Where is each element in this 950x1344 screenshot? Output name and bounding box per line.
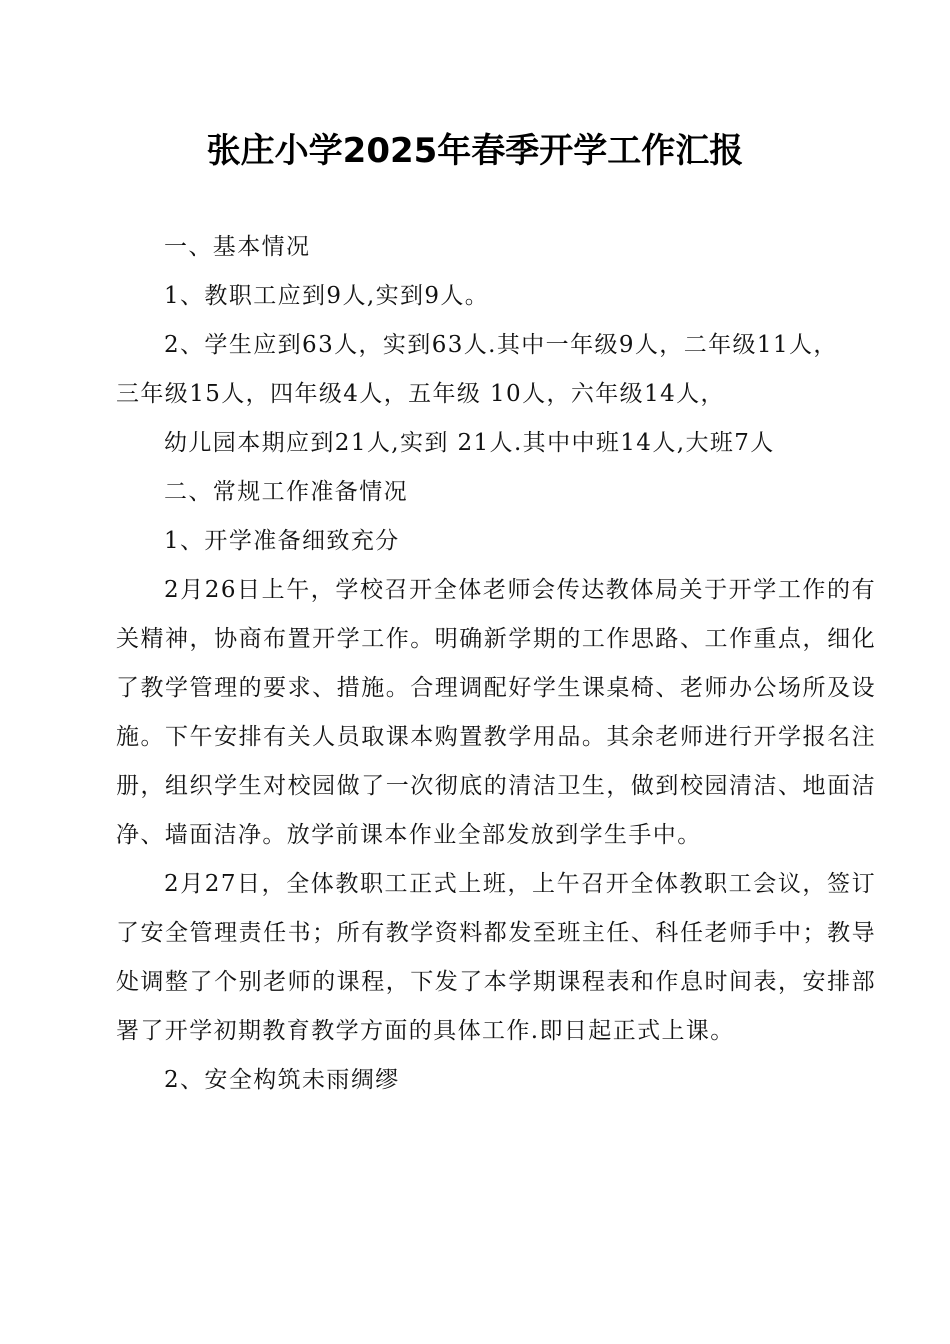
paragraph-grade-counts: 三年级15人，四年级4人，五年级 10人，六年级14人， [116,381,725,407]
document-body [116,223,876,1105]
subheading-safety: 2、安全构筑未雨绸缪 [164,1067,400,1093]
paragraph-feb-26: 2月26日上午，学校召开全体老师会传达教体局关于开学工作的有关精神，协商布置开学工作。明确新学期的工作思路、工作重点，细化了教学管理的要求、措施。合理调配好学生课桌椅、老师办公场所及设施。下午安排有关人员取课本购置教学用品。其余老师进行开学报名注册，组织学生对校园做了一次彻底的清洁卫生，做到校园清洁、地面洁净、墙面洁净。放学前课本作业全部发放到学生手中。 [116,577,876,848]
paragraph-student-attendance: 2、学生应到63人，实到63人.其中一年级9人，二年级11人， [164,332,838,358]
section-heading-basic: 一、基本情况 [164,234,311,260]
paragraph-staff-attendance: 1、教职工应到9人,实到9人。 [164,283,490,309]
paragraph-feb-27: 2月27日，全体教职工正式上班，上午召开全体教职工会议，签订了安全管理责任书；所有教学资料都发至班主任、科任老师手中；教导处调整了个别老师的课程，下发了本学期课程表和作息时间表，安排部署了开学初期教育教学方面的具体工作.即日起正式上课。 [116,871,876,1044]
subheading-preparation: 1、开学准备细致充分 [164,528,400,554]
paragraph-kindergarten: 幼儿园本期应到21人,实到 21人.其中中班14人,大班7人 [164,430,775,456]
document-title: 张庄小学2025年春季开学工作汇报 [206,131,744,171]
section-heading-routine: 二、常规工作准备情况 [164,479,408,505]
